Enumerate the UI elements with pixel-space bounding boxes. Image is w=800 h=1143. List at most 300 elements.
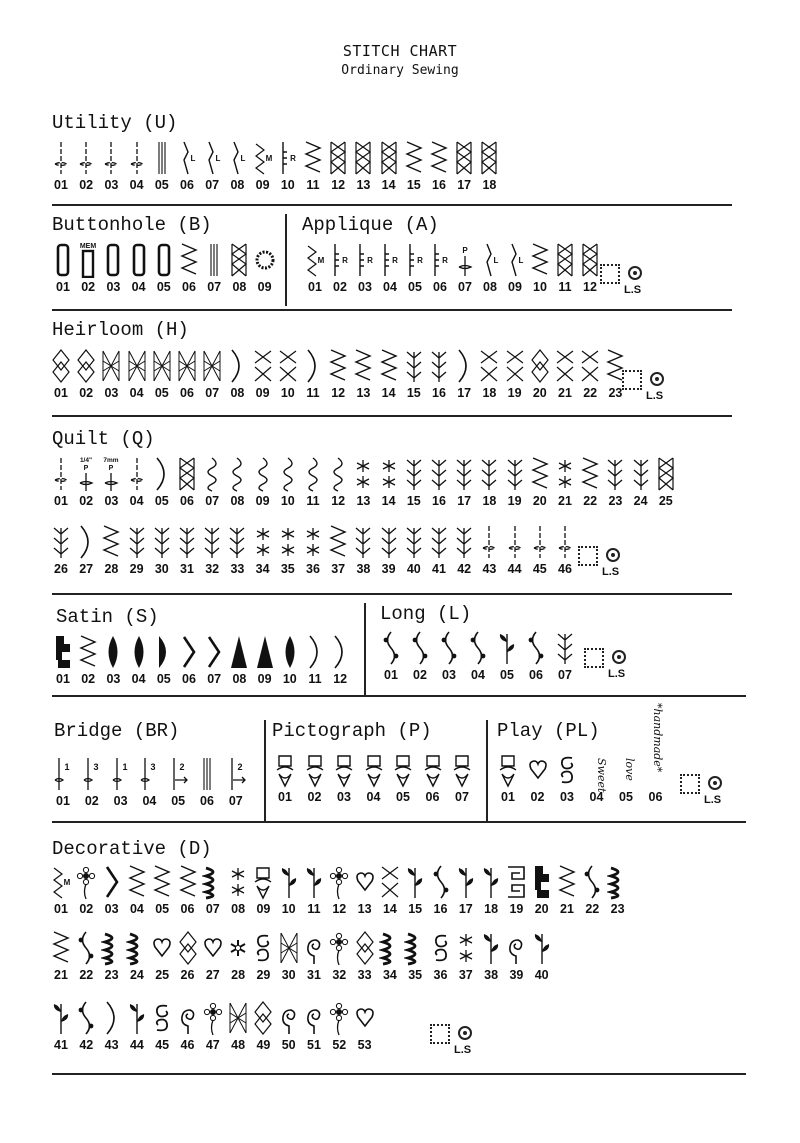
play-stitch (495, 752, 521, 804)
utility-stitch (300, 140, 326, 192)
decorative-stitch (276, 864, 302, 916)
stitch-number: 02 (81, 672, 96, 686)
quilt-stitch (426, 524, 452, 576)
stitch-pattern-icon (177, 1000, 199, 1036)
ls-dot-icon (628, 266, 642, 280)
stitch-number: 47 (205, 1038, 220, 1052)
ls-dot-icon (650, 372, 664, 386)
decorative-stitch (352, 1000, 378, 1052)
stitch-pattern-icon (404, 242, 426, 278)
stitch-number: 15 (406, 178, 421, 192)
stitch-pattern-icon (303, 930, 325, 966)
glyph-label: 2 (179, 762, 185, 772)
stitch-number: 17 (457, 494, 472, 508)
utility-stitch (476, 140, 502, 192)
stitch-number: 34 (255, 562, 270, 576)
stitch-pattern-icon (428, 456, 450, 492)
stitch-number: 18 (484, 902, 499, 916)
decorative-stitch (225, 864, 251, 916)
stitch-pattern-icon (201, 348, 223, 384)
stitch-pattern-icon (554, 524, 576, 560)
stitch-number: 37 (458, 968, 473, 982)
decorative-stitch (149, 864, 175, 916)
stitch-number: 01 (54, 386, 68, 400)
stitch-number: 14 (382, 902, 397, 916)
divider-satin-long (52, 695, 746, 697)
stitch-number: 17 (458, 902, 473, 916)
stitch-number: 38 (484, 968, 499, 982)
stitch-pattern-icon (451, 752, 473, 788)
stitch-pattern-icon (202, 930, 224, 966)
stitch-pattern-icon (378, 348, 400, 384)
stitch-pattern-icon (579, 456, 601, 492)
stitch-number: 20 (532, 494, 547, 508)
pictograph-stitch (390, 752, 416, 804)
stitch-number: 10 (280, 494, 295, 508)
stitch-number: 04 (383, 280, 397, 294)
stitch-number: 03 (358, 280, 372, 294)
stitch-pattern-icon (327, 348, 349, 384)
stitch-pattern-icon (227, 1000, 249, 1036)
stitch-number: 46 (180, 1038, 195, 1052)
stitch-number: 13 (356, 178, 371, 192)
decorative-stitch (276, 930, 302, 982)
utility-stitch (124, 140, 150, 192)
stitch-number: 07 (558, 668, 572, 682)
stitch-pattern-icon (478, 348, 500, 384)
stitch-number: 08 (232, 672, 247, 686)
stitch-number: 13 (356, 494, 371, 508)
stitch-number: 35 (408, 968, 423, 982)
bridge-stitch (50, 756, 76, 808)
stitch-pattern-icon (126, 524, 148, 560)
stitch-number: 23 (608, 386, 623, 400)
stitch-number: 49 (256, 1038, 271, 1052)
stitch-pattern-icon (327, 140, 349, 176)
stitch-number: 07 (205, 178, 220, 192)
heirloom-stitch (401, 348, 427, 400)
decorative-stitch (175, 930, 201, 982)
decorative-stitch (175, 1000, 201, 1052)
applique-stitch (402, 242, 428, 294)
stitch-number: 05 (155, 902, 170, 916)
utility-stitch (325, 140, 351, 192)
stitch-pattern-icon (455, 864, 477, 900)
applique-stitch (527, 242, 553, 294)
heading-utility: Utility (U) (52, 112, 178, 134)
stitch-number: 05 (619, 790, 633, 804)
stitch-pattern-icon (102, 634, 124, 670)
ls-label: L.S (704, 794, 722, 806)
quilt-stitch (476, 456, 502, 508)
stitch-number: 32 (205, 562, 220, 576)
quilt-stitch (602, 456, 628, 508)
decorative-stitch (579, 864, 605, 916)
stitch-number: 33 (357, 968, 372, 982)
stitch-number: 33 (230, 562, 245, 576)
ls-box-icon (600, 264, 620, 284)
stitch-number: 39 (509, 968, 524, 982)
applique-stitch (352, 242, 378, 294)
stitch-number: 11 (306, 494, 320, 508)
stitch-pattern-icon (50, 1000, 72, 1036)
stitch-pattern-icon (328, 864, 350, 900)
bridge-stitch (136, 756, 162, 808)
stitch-number: 37 (331, 562, 346, 576)
stitch-pattern-icon (438, 630, 460, 666)
stitch-number: 03 (337, 790, 351, 804)
stitch-number: 41 (54, 1038, 68, 1052)
stitch-number: 23 (610, 902, 625, 916)
stitch-pattern-icon (101, 1000, 123, 1036)
decorative-stitch (99, 930, 125, 982)
stitch-number: 27 (79, 562, 94, 576)
glyph-label: L (493, 256, 499, 265)
stitch-number: 25 (155, 968, 170, 982)
satin-stitch (126, 634, 152, 686)
divider-vertical-satin (364, 603, 366, 695)
stitch-number: 44 (129, 1038, 144, 1052)
stitch-pattern-icon (277, 140, 299, 176)
divider-vertical-pictograph (486, 720, 488, 821)
stitch-pattern-icon (126, 140, 148, 176)
stitch-number: 36 (433, 968, 448, 982)
quilt-stitch (325, 524, 351, 576)
decorative-stitch (503, 864, 529, 916)
stitch-number: 01 (54, 902, 68, 916)
applique-stitch (452, 242, 478, 294)
stitch-pattern-icon (607, 864, 629, 900)
quilt-stitch (124, 524, 150, 576)
quilt-stitch (376, 456, 402, 508)
stitch-pattern-icon (81, 756, 103, 792)
stitch-number: 04 (471, 668, 485, 682)
heirloom-stitch (426, 348, 452, 400)
utility-stitch (275, 140, 301, 192)
glyph-label: M (265, 154, 272, 163)
stitch-pattern-icon (52, 242, 74, 278)
stitch-pattern-icon (151, 456, 173, 492)
stitch-number: 03 (560, 790, 574, 804)
stitch-number: 08 (230, 494, 245, 508)
stitch-number: 44 (507, 562, 522, 576)
utility-stitch (451, 140, 477, 192)
stitch-pattern-icon (430, 864, 452, 900)
quilt-stitch (149, 524, 175, 576)
glyph-label: MEM (80, 243, 97, 250)
stitch-pattern-icon (52, 756, 74, 792)
ls-dot-icon (708, 776, 722, 790)
decorative-stitch (250, 1000, 276, 1052)
ls-box-icon (584, 648, 604, 668)
play-word-handmade (648, 703, 668, 799)
stitch-pattern-icon (202, 1000, 224, 1036)
glyph-label: L (240, 154, 246, 163)
play-word-sweet (592, 758, 612, 796)
quilt-stitch (124, 456, 150, 508)
stitch-pattern-icon (525, 630, 547, 666)
stitch-pattern-icon (201, 524, 223, 560)
stitch-number: 11 (306, 178, 320, 192)
stitch-number: 45 (155, 1038, 170, 1052)
stitch-number: 01 (501, 790, 515, 804)
stitch-pattern-icon (75, 456, 97, 492)
stitch-pattern-icon (302, 140, 324, 176)
stitch-number: 04 (129, 178, 144, 192)
decorative-stitch (48, 864, 74, 916)
stitch-number: 36 (306, 562, 320, 576)
stitch-pattern-icon (504, 456, 526, 492)
stitch-pattern-icon (354, 242, 376, 278)
stitch-pattern-icon (328, 1000, 350, 1036)
stitch-number: 09 (255, 178, 270, 192)
stitch-pattern-icon (279, 634, 301, 670)
stitch-number: 12 (331, 386, 346, 400)
stitch-number: 05 (408, 280, 422, 294)
stitch-number: 01 (56, 794, 70, 808)
stitch-pattern-icon (379, 864, 401, 900)
chart-subtitle: Ordinary Sewing (341, 63, 459, 78)
long-stitch (523, 630, 549, 682)
quilt-stitch (300, 524, 326, 576)
stitch-pattern-icon (379, 242, 401, 278)
pictograph-stitch (272, 752, 298, 804)
stitch-pattern-icon (554, 630, 576, 666)
glyph-label: R (442, 256, 448, 265)
stitch-number: 29 (256, 968, 271, 982)
stitch-pattern-icon (50, 930, 72, 966)
stitch-pattern-icon (227, 864, 249, 900)
heirloom-stitch (350, 348, 376, 400)
decorative-stitch (377, 930, 403, 982)
svg-text:P: P (109, 465, 114, 472)
stitch-number: 04 (129, 494, 144, 508)
heading-pictograph: Pictograph (P) (272, 720, 432, 742)
stitch-number: 30 (154, 562, 169, 576)
pictograph-stitch (331, 752, 357, 804)
stitch-pattern-icon (478, 140, 500, 176)
stitch-pattern-icon (303, 864, 325, 900)
play-stitch (525, 752, 551, 804)
stitch-pattern-icon (527, 752, 549, 788)
stitch-pattern-icon (252, 140, 274, 176)
stitch-number: 30 (281, 968, 296, 982)
stitch-number: 28 (104, 562, 119, 576)
stitch-number: 29 (129, 562, 144, 576)
divider-bridge-pictograph-play (52, 821, 746, 823)
stitch-number: 16 (432, 178, 446, 192)
utility-stitch (73, 140, 99, 192)
buttonhole-stitch (201, 242, 227, 294)
stitch-number: 07 (455, 790, 469, 804)
quilt-stitch (552, 456, 578, 508)
heading-quilt: Quilt (Q) (52, 428, 155, 450)
stitch-number: 21 (558, 386, 572, 400)
satin-stitch (302, 634, 328, 686)
stitch-number: 26 (54, 562, 68, 576)
stitch-pattern-icon (354, 864, 376, 900)
stitch-pattern-icon (409, 630, 431, 666)
ls-label: L.S (602, 566, 620, 578)
stitch-number: 19 (509, 902, 524, 916)
stitch-pattern-icon (176, 348, 198, 384)
stitch-number: 28 (231, 968, 246, 982)
stitch-number: 14 (381, 494, 396, 508)
stitch-pattern-icon (178, 242, 200, 278)
bridge-stitch (165, 756, 191, 808)
stitch-pattern-icon (153, 242, 175, 278)
stitch-number: 10 (282, 672, 297, 686)
stitch-pattern-icon (203, 634, 225, 670)
heading-decorative: Decorative (D) (52, 838, 212, 860)
heirloom-stitch (300, 348, 326, 400)
stitch-number: 04 (589, 790, 604, 804)
stitch-number: 19 (507, 494, 522, 508)
long-stitch (465, 630, 491, 682)
stitch-pattern-icon (176, 140, 198, 176)
decorative-stitch (529, 930, 555, 982)
long-stitch (407, 630, 433, 682)
glyph-label: 7mm (103, 457, 119, 464)
decorative-stitch (453, 930, 479, 982)
stitch-pattern-icon (392, 752, 414, 788)
stitch-number: 03 (104, 386, 119, 400)
stitch-number: 06 (648, 790, 663, 804)
stitch-number: 12 (331, 494, 346, 508)
stitch-pattern-icon (504, 348, 526, 384)
stitch-pattern-icon (352, 524, 374, 560)
stitch-pattern-icon (50, 140, 72, 176)
stitch-number: 22 (79, 968, 94, 982)
decorative-stitch (149, 1000, 175, 1052)
satin-stitch (50, 634, 76, 686)
stitch-number: 46 (558, 562, 572, 576)
stitch-pattern-icon (480, 930, 502, 966)
long-stitch (436, 630, 462, 682)
long-stitch (552, 630, 578, 682)
decorative-stitch (124, 864, 150, 916)
decorative-stitch (200, 1000, 226, 1052)
stitch-pattern-icon (453, 524, 475, 560)
glyph-label: R (289, 154, 296, 163)
stitch-number: 26 (180, 968, 195, 982)
ls-box-icon (680, 774, 700, 794)
stitch-pattern-icon (378, 524, 400, 560)
stitch-pattern-icon (379, 930, 401, 966)
heirloom-stitch (199, 348, 225, 400)
glyph-label: R (417, 256, 423, 265)
stitch-number: 21 (558, 494, 572, 508)
satin-stitch (151, 634, 177, 686)
stitch-pattern-icon (278, 930, 300, 966)
stitch-number: 06 (433, 280, 447, 294)
glyph-label: L (215, 154, 221, 163)
glyph-label: 1 (64, 762, 70, 772)
heading-heirloom: Heirloom (H) (52, 319, 189, 341)
stitch-pattern-icon (100, 456, 122, 492)
utility-stitch (174, 140, 200, 192)
stitch-pattern-icon (302, 456, 324, 492)
stitch-pattern-icon (252, 348, 274, 384)
stitch-number: 07 (207, 672, 222, 686)
stitch-pattern-icon (302, 348, 324, 384)
stitch-number: 38 (356, 562, 371, 576)
stitch-pattern-icon (422, 752, 444, 788)
heirloom-stitch (73, 348, 99, 400)
stitch-number: 04 (366, 790, 381, 804)
stitch-pattern-icon (329, 634, 351, 670)
stitch-pattern-icon (227, 930, 249, 966)
stitch-number: 02 (307, 790, 322, 804)
satin-stitch (201, 634, 227, 686)
chart-title: STITCH CHART (342, 42, 458, 60)
stitch-number: 23 (608, 494, 623, 508)
quilt-stitch (224, 456, 250, 508)
stitch-number: 35 (280, 562, 295, 576)
heading-applique: Applique (A) (302, 214, 439, 236)
stitch-number: 42 (79, 1038, 94, 1052)
stitch-pattern-icon (226, 348, 248, 384)
stitch-number: 43 (104, 1038, 119, 1052)
ls-label: L.S (624, 284, 642, 296)
stitch-pattern-icon (529, 456, 551, 492)
stitch-number: 05 (396, 790, 410, 804)
stitch-pattern-icon (228, 634, 250, 670)
stitch-pattern-icon (274, 752, 296, 788)
stitch-pattern-icon (151, 524, 173, 560)
heirloom-ls-indicator (622, 368, 672, 408)
quilt-stitch (426, 456, 452, 508)
stitch-number: 25 (658, 494, 673, 508)
stitch-pattern-icon (252, 456, 274, 492)
decorative-ls-indicator (430, 1022, 480, 1062)
stitch-pattern-icon (403, 524, 425, 560)
stitch-pattern-icon (252, 864, 274, 900)
decorative-stitch (453, 864, 479, 916)
stitch-pattern-icon (529, 348, 551, 384)
stitch-number: 06 (529, 668, 543, 682)
glyph-label: M (63, 878, 71, 887)
stitch-number: 06 (182, 672, 196, 686)
heirloom-stitch (325, 348, 351, 400)
heading-play: Play (PL) (497, 720, 600, 742)
utility-stitch (48, 140, 74, 192)
stitch-pattern-icon (176, 524, 198, 560)
stitch-number: 51 (307, 1038, 321, 1052)
stitch-number: 05 (154, 178, 169, 192)
stitch-number: 31 (307, 968, 321, 982)
stitch-pattern-icon (101, 930, 123, 966)
applique-stitch (377, 242, 403, 294)
stitch-pattern-icon (403, 456, 425, 492)
heirloom-stitch (527, 348, 553, 400)
stitch-pattern-icon (201, 140, 223, 176)
stitch-pattern-icon (327, 456, 349, 492)
stitch-pattern-icon (304, 634, 326, 670)
stitch-number: 22 (583, 386, 598, 400)
stitch-number: 43 (482, 562, 497, 576)
stitch-pattern-icon (333, 752, 355, 788)
stitch-pattern-icon (167, 756, 189, 792)
stitch-pattern-icon (75, 1000, 97, 1036)
stitch-number: 32 (332, 968, 347, 982)
stitch-pattern-icon (126, 456, 148, 492)
stitch-number: 04 (131, 672, 146, 686)
stitch-pattern-icon (505, 930, 527, 966)
divider-vertical-buttonhole (285, 214, 287, 306)
stitch-number: 03 (106, 672, 121, 686)
stitch-pattern-icon (254, 242, 276, 278)
